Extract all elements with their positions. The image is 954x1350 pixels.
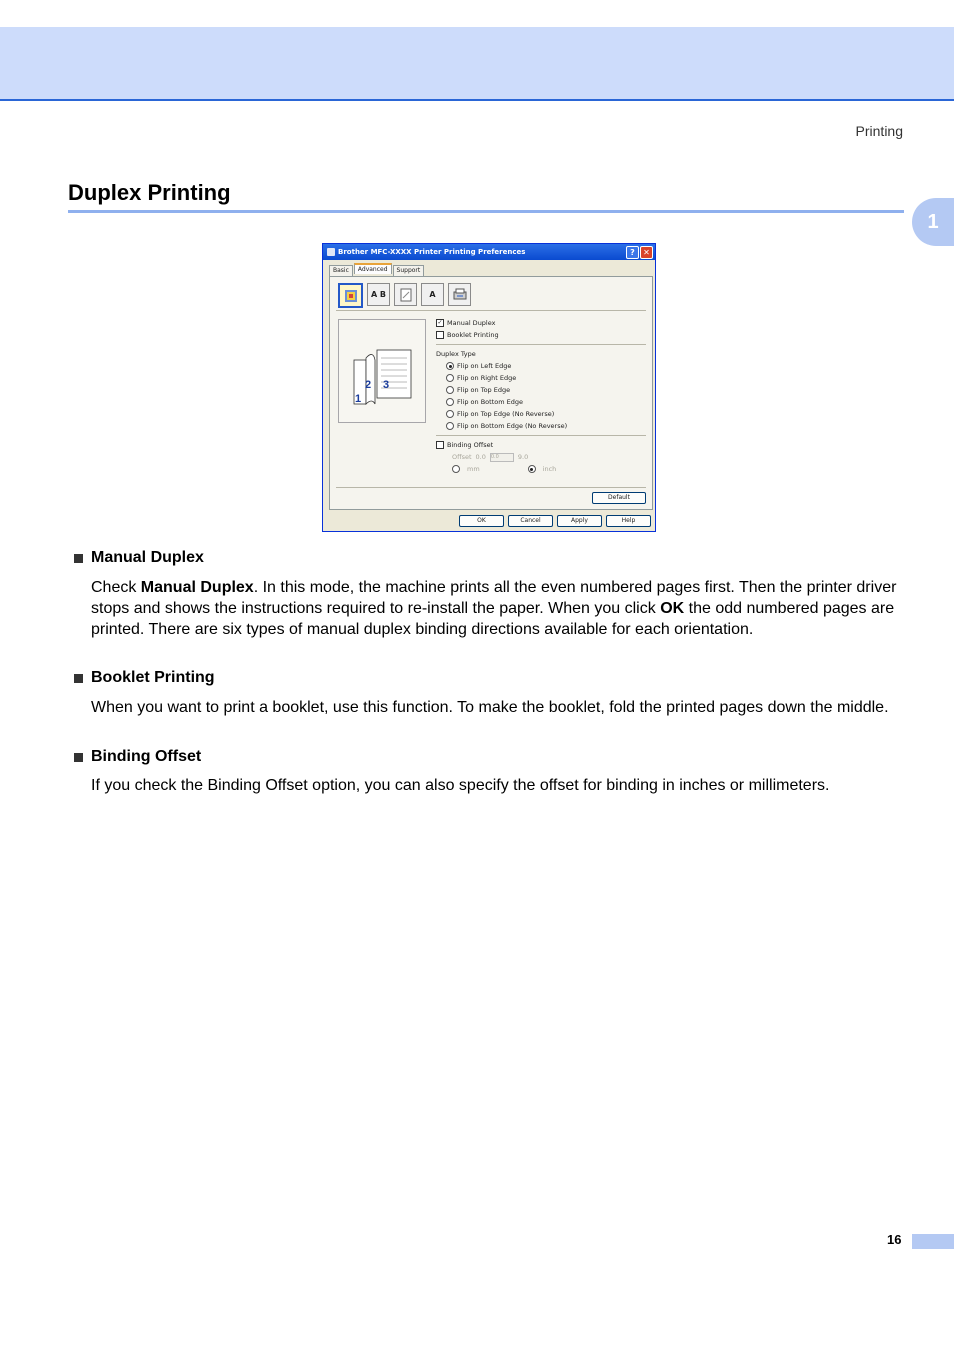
- duplex-options: [436, 317, 646, 475]
- radio-button[interactable]: [528, 465, 536, 473]
- preview-page-3: 3: [383, 379, 390, 391]
- manual-duplex-option[interactable]: [436, 317, 646, 329]
- bullet-manual-duplex: [74, 549, 204, 567]
- binding-offset-paragraph: If you check the Binding Offset option, you can also specify the offset for binding in inches or millimeters.: [91, 777, 830, 794]
- ok-button[interactable]: OK: [459, 515, 504, 527]
- default-button[interactable]: Default: [592, 492, 646, 504]
- booklet-printing-paragraph: When you want to print a booklet, use this function. To make the booklet, fold the printed pages down the middle.: [91, 699, 889, 716]
- duplex-type-option[interactable]: [436, 360, 646, 372]
- offset-row: [436, 451, 646, 463]
- help-icon[interactable]: ?: [626, 246, 639, 259]
- item-heading: Manual Duplex: [91, 549, 204, 566]
- page-tab: [912, 1234, 954, 1249]
- printer-preferences-dialog: [322, 243, 656, 532]
- binding-offset-checkbox[interactable]: [436, 441, 444, 449]
- apply-button[interactable]: Apply: [557, 515, 602, 527]
- duplex-type-label: Flip on Top Edge: [457, 386, 511, 394]
- offset-input[interactable]: 0.0: [490, 453, 514, 462]
- unit-row: [436, 463, 646, 475]
- tab-support[interactable]: Support: [393, 265, 425, 276]
- manual-duplex-label: Manual Duplex: [447, 319, 496, 327]
- duplex-icon[interactable]: A B: [367, 283, 390, 306]
- device-options-icon[interactable]: [448, 283, 471, 306]
- printer-icon: [327, 248, 335, 256]
- radio-button[interactable]: [446, 422, 454, 430]
- help-button[interactable]: Help: [606, 515, 651, 527]
- text: . In this mode, the machine prints all the even numbered pages first. Then the printer driver stops and shows the instructions required to re-install the paper. When you click: [91, 579, 897, 617]
- binding-offset-option[interactable]: [436, 439, 646, 451]
- booklet-printing-option[interactable]: [436, 329, 646, 341]
- duplex-type-label: Flip on Bottom Edge (No Reverse): [457, 422, 568, 430]
- bullet-square-icon: [74, 554, 83, 563]
- text: the odd numbered pages are printed. There are six types of manual duplex binding directions available for each orientation.: [91, 599, 895, 638]
- section-rule: [68, 210, 904, 213]
- unit-inch-label: inch: [542, 465, 557, 473]
- text: Check: [91, 579, 141, 596]
- offset-min: 0.0: [475, 453, 486, 461]
- divider: [336, 487, 646, 488]
- bold-text: OK: [660, 599, 685, 617]
- duplex-type-label: Flip on Left Edge: [457, 362, 512, 370]
- page-setting-icon[interactable]: A: [421, 283, 444, 306]
- manual-duplex-checkbox[interactable]: ✓: [437, 319, 443, 326]
- tab-basic[interactable]: Basic: [329, 265, 353, 276]
- bullet-booklet-printing: [74, 669, 215, 687]
- duplex-type-option[interactable]: [436, 372, 646, 384]
- preview-page-2: 2: [365, 379, 372, 391]
- duplex-type-option[interactable]: [436, 396, 646, 408]
- dialog-title: Brother MFC-XXXX Printer Printing Preferences: [338, 248, 526, 256]
- divider: [436, 344, 646, 345]
- booklet-printing-label: Booklet Printing: [447, 331, 499, 339]
- duplex-preview: [338, 319, 426, 423]
- cancel-button[interactable]: Cancel: [508, 515, 553, 527]
- page-number: 16: [887, 1232, 902, 1247]
- offset-max: 9.0: [517, 453, 529, 461]
- radio-button[interactable]: [446, 386, 454, 394]
- duplex-type-label: Flip on Bottom Edge: [457, 398, 523, 406]
- manual-duplex-paragraph: [91, 578, 911, 640]
- duplex-type-option[interactable]: [436, 420, 646, 432]
- item-heading: Binding Offset: [91, 748, 202, 765]
- duplex-type-label: Flip on Right Edge: [457, 374, 517, 382]
- header-band: [0, 27, 954, 101]
- duplex-type-option[interactable]: [436, 384, 646, 396]
- radio-button[interactable]: [446, 398, 454, 406]
- preview-page-1: 1: [355, 393, 362, 405]
- close-icon[interactable]: ✕: [640, 246, 653, 259]
- dialog-titlebar: [323, 244, 655, 260]
- offset-label: Offset: [452, 453, 472, 461]
- divider: [436, 435, 646, 436]
- dialog-tabs: [329, 265, 425, 276]
- booklet-printing-checkbox[interactable]: [436, 331, 444, 339]
- bold-text: Manual Duplex: [140, 579, 254, 596]
- print-quality-icon[interactable]: [338, 283, 363, 308]
- unit-mm-label: mm: [467, 465, 480, 473]
- section-title: Duplex Printing: [68, 180, 231, 205]
- radio-button[interactable]: [452, 465, 460, 473]
- radio-button[interactable]: [446, 374, 454, 382]
- bullet-binding-offset: [74, 748, 201, 766]
- duplex-type-option[interactable]: [436, 408, 646, 420]
- radio-button[interactable]: [446, 410, 454, 418]
- feature-icon-row: [338, 283, 471, 308]
- bullet-square-icon: [74, 674, 83, 683]
- advanced-panel: [329, 276, 653, 510]
- binding-offset-label: Binding Offset: [447, 441, 494, 449]
- running-title: Printing: [855, 123, 903, 139]
- divider: [336, 310, 646, 311]
- duplex-type-label: Duplex Type: [436, 350, 476, 358]
- item-heading: Booklet Printing: [91, 669, 215, 686]
- duplex-type-label: Flip on Top Edge (No Reverse): [457, 410, 555, 418]
- bullet-square-icon: [74, 753, 83, 762]
- radio-button[interactable]: [446, 362, 454, 370]
- chapter-tab: 1: [912, 198, 954, 246]
- tab-advanced[interactable]: Advanced: [354, 263, 392, 274]
- watermark-icon[interactable]: [394, 283, 417, 306]
